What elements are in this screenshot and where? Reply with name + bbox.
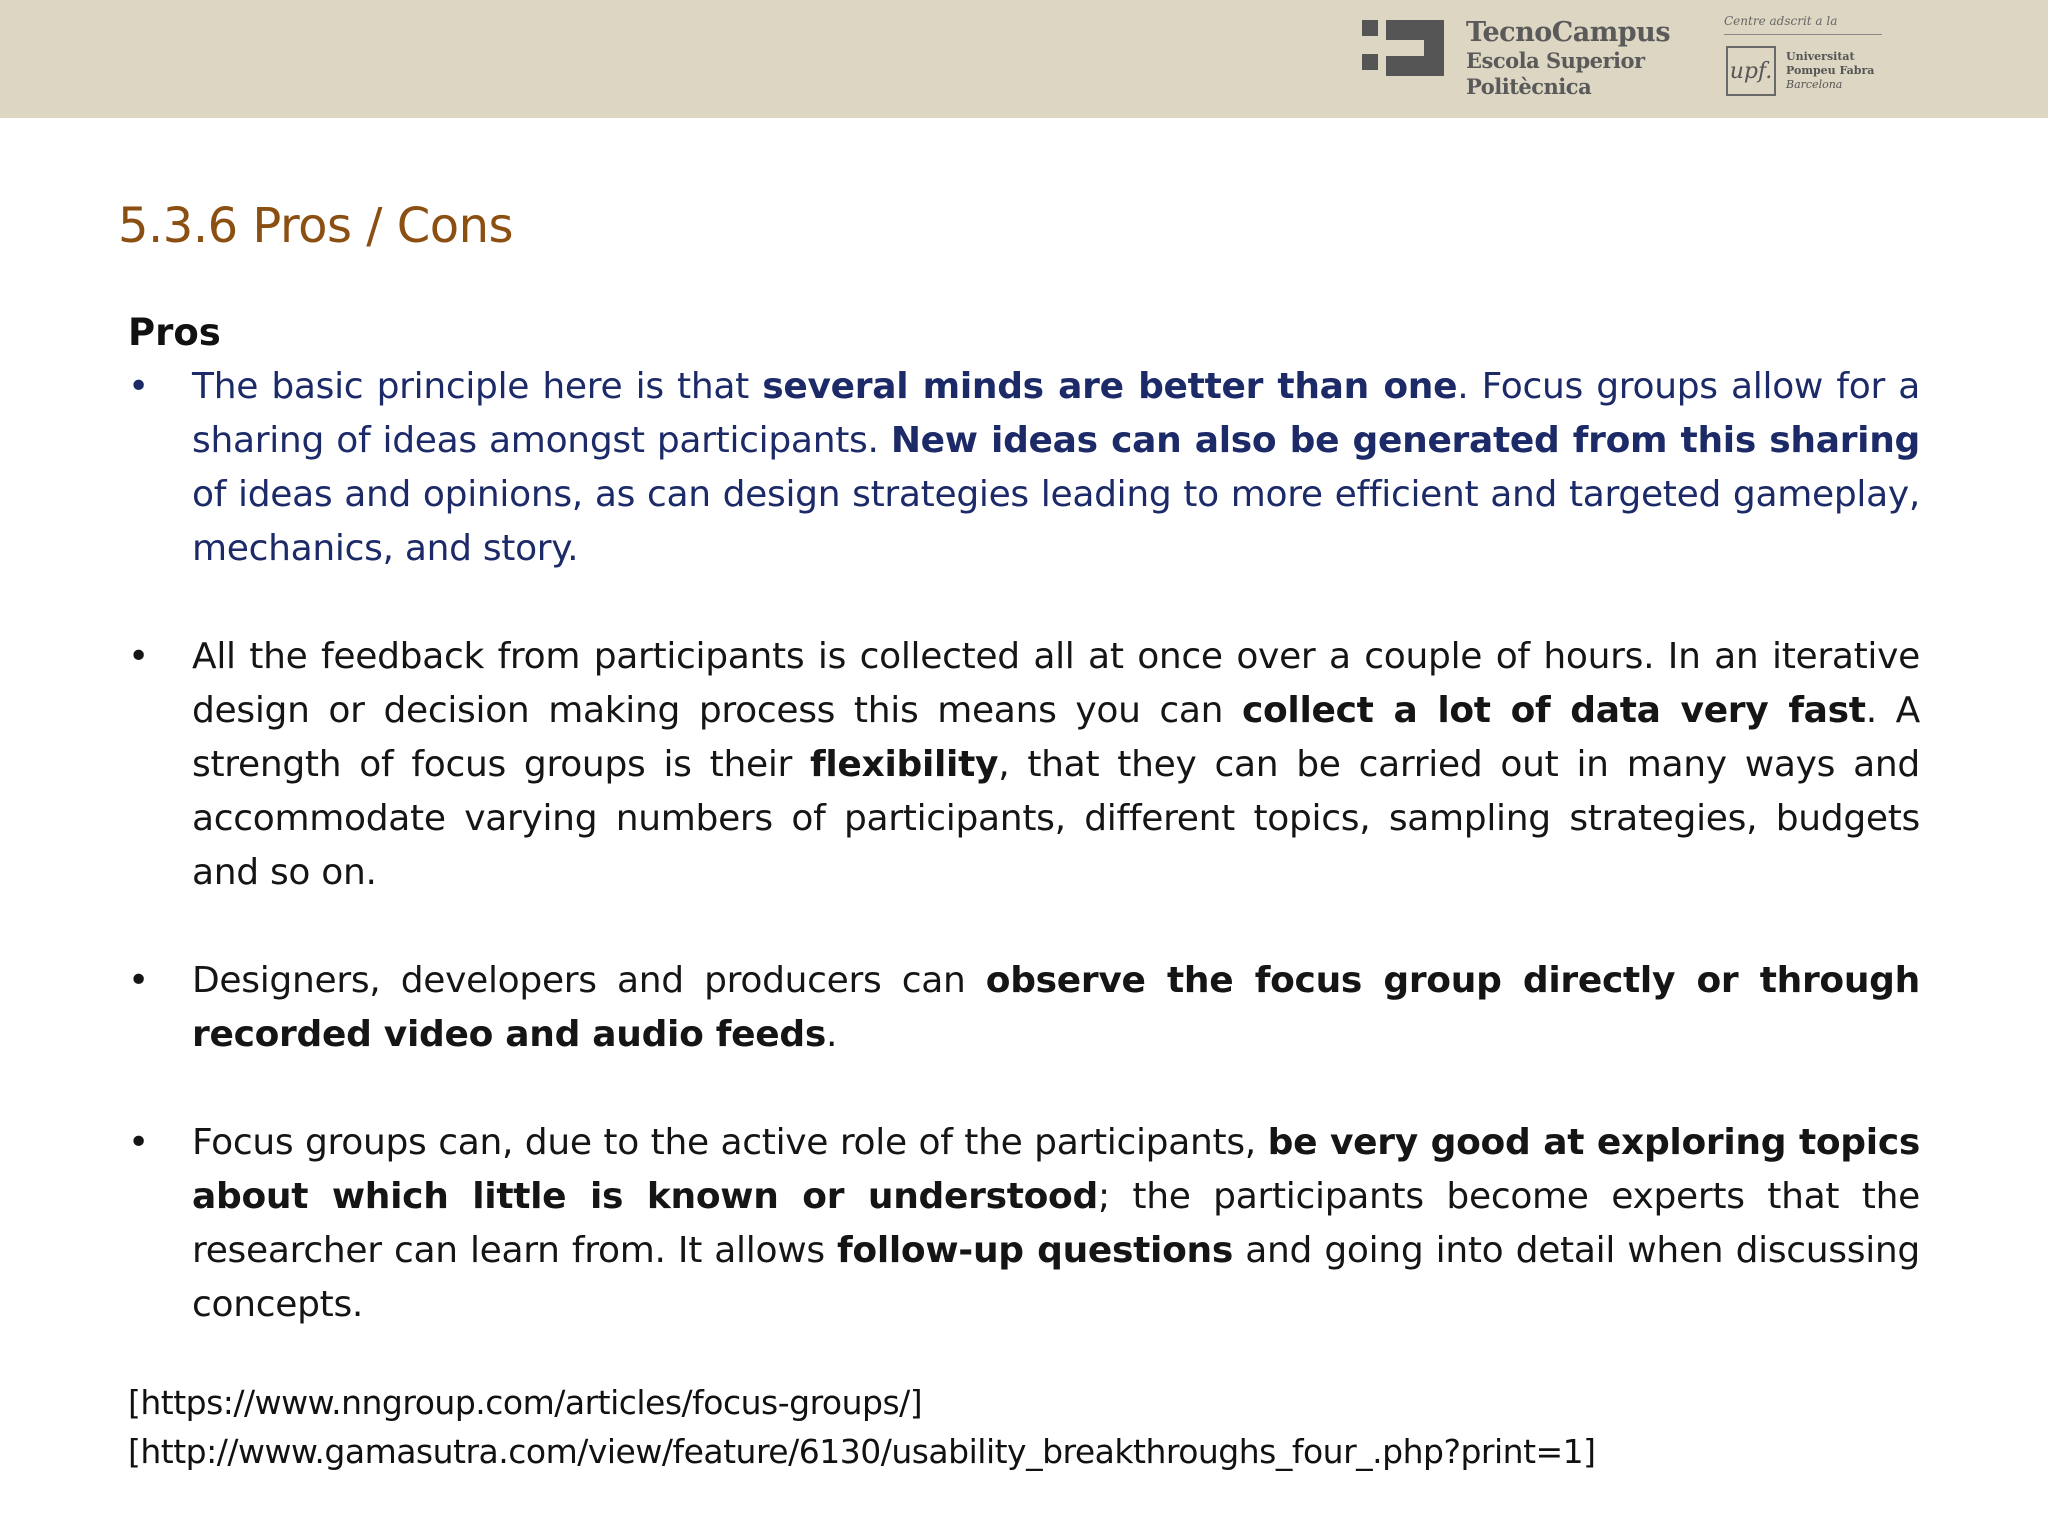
tecnocampus-line2: Escola Superior <box>1466 48 1645 73</box>
tecnocampus-name: TecnoCampus <box>1466 17 1671 48</box>
bullet-text: of ideas and opinions, as can design strategies leading to more efficient and targeted gameplay, mechanics, and story. <box>192 474 1920 569</box>
bullet-text: Designers, developers and producers can <box>192 960 986 1001</box>
list-item <box>128 360 1920 576</box>
upf-line3: Barcelona <box>1786 78 1843 91</box>
slide-title: 5.3.6 Pros / Cons <box>118 198 514 254</box>
upf-divider <box>1724 34 1882 35</box>
upf-line1: Universitat <box>1786 50 1855 63</box>
bullet-emphasis: New ideas can also be generated from this sharing <box>890 420 1921 461</box>
bullet-emphasis: observe the focus group directly or through recorded video and audio feeds <box>192 960 1920 1055</box>
references <box>128 1378 1596 1476</box>
list-item <box>128 954 1920 1062</box>
upf-caption: Centre adscrit a la <box>1724 14 1838 28</box>
reference-link[interactable]: [https://www.nngroup.com/articles/focus-groups/] <box>128 1383 923 1422</box>
list-item <box>128 630 1920 900</box>
bullet-emphasis: several minds are better than one <box>762 366 1458 407</box>
bullet-text: The basic principle here is that <box>192 366 763 407</box>
tecnocampus-logo-icon <box>1362 20 1444 76</box>
bullet-emphasis: follow-up questions <box>837 1230 1233 1271</box>
bullet-text: ; the participants become experts that the researcher can learn from. It allows <box>192 1176 1920 1271</box>
upf-line2: Pompeu Fabra <box>1786 64 1875 77</box>
bullet-emphasis: flexibility <box>810 744 999 785</box>
bullet-marker: • <box>128 366 149 407</box>
bullet-marker: • <box>128 636 149 677</box>
header-band <box>0 0 2048 118</box>
bullet-emphasis: be very good at exploring topics about which little is known or understood <box>192 1122 1920 1217</box>
bullet-text: and going into detail when discussing concepts. <box>192 1230 1920 1325</box>
bullet-text: Focus groups can, due to the active role of the participants, <box>192 1122 1268 1163</box>
tecnocampus-wordmark <box>1466 17 1671 100</box>
pros-heading: Pros <box>128 311 221 354</box>
upf-logo-icon: upf. <box>1726 46 1776 96</box>
pros-list <box>128 360 1920 1332</box>
slide-content <box>128 306 1920 1352</box>
bullet-text: . <box>825 1014 838 1055</box>
list-item <box>128 1116 1920 1332</box>
bullet-marker: • <box>128 960 149 1001</box>
bullet-text: All the feedback from participants is collected all at once over a couple of hours. In an iterative design or decision making process this means you can <box>192 636 1920 731</box>
bullet-marker: • <box>128 1122 149 1163</box>
tecnocampus-line3: Politècnica <box>1466 74 1592 99</box>
bullet-text: , that they can be carried out in many ways and accommodate varying numbers of participants, different topics, sampling strategies, budgets and so on. <box>192 744 1920 893</box>
upf-name <box>1786 50 1874 92</box>
reference-link[interactable]: [http://www.gamasutra.com/view/feature/6130/usability_breakthroughs_four_.php?print=1] <box>128 1432 1596 1471</box>
bullet-emphasis: collect a lot of data very fast <box>1241 690 1866 731</box>
bullet-text: . A strength of focus groups is their <box>192 690 1920 785</box>
bullet-text: . Focus groups allow for a sharing of ideas amongst participants. <box>192 366 1920 461</box>
